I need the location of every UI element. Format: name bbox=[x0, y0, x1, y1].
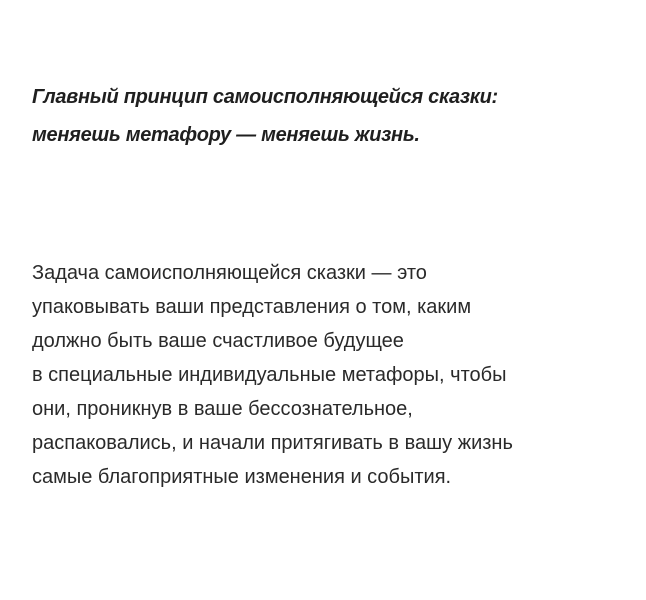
paragraph-line: Задача самоисполняющейся сказки — это bbox=[32, 262, 427, 284]
paragraph-line: распаковались, и начали притягивать в вашу жизнь bbox=[32, 432, 513, 454]
paragraph-line: упаковывать ваши представления о том, каким bbox=[32, 296, 472, 318]
main-principle-heading bbox=[32, 78, 632, 154]
task-paragraph bbox=[32, 256, 632, 494]
paragraph-line: должно быть ваше счастливое будущее bbox=[32, 330, 404, 352]
heading-line: меняешь метафору — меняешь жизнь. bbox=[32, 124, 420, 146]
paragraph-line: они, проникнув в ваше бессознательное, bbox=[32, 398, 413, 420]
paragraph-line: самые благоприятные изменения и события. bbox=[32, 466, 452, 488]
heading-line: Главный принцип самоисполняющейся сказки: bbox=[32, 86, 498, 108]
paragraph-line: в специальные индивидуальные метафоры, чтобы bbox=[32, 364, 507, 386]
